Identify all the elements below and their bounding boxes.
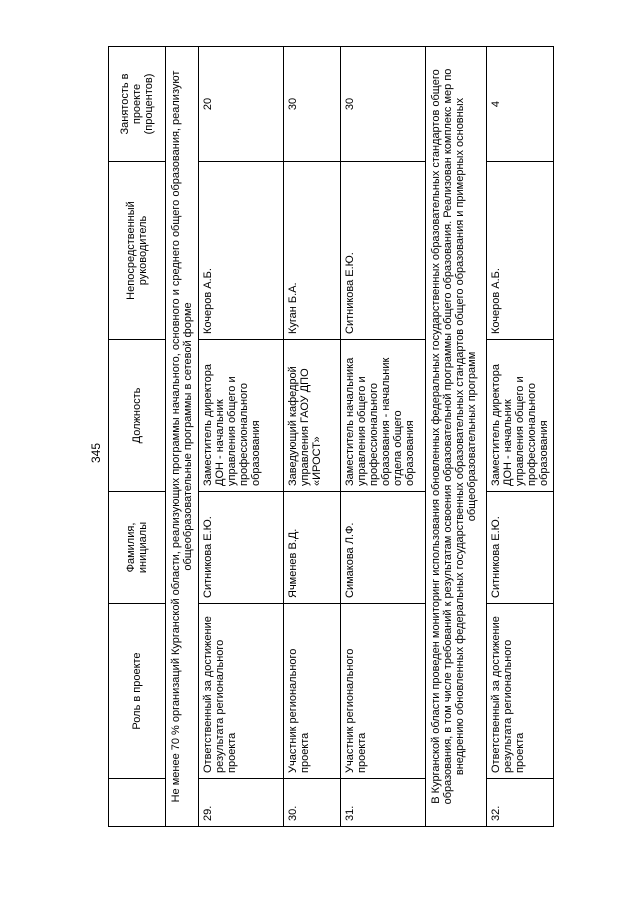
row-supervisor: Кочеров А.Б. xyxy=(487,162,554,340)
row-number: 30. xyxy=(284,779,341,827)
row-name: Ситникова Е.Ю. xyxy=(487,492,554,604)
row-role: Ответственный за достижение результата регионального проекта xyxy=(487,604,554,779)
header-supervisor: Непосредственный руководитель xyxy=(109,162,166,340)
row-number: 29. xyxy=(199,779,284,827)
table-row xyxy=(284,47,341,827)
row-position: Заведующий кафедрой управления ГАОУ ДПО «ИРОСТ» xyxy=(284,340,341,492)
row-position: Заместитель директора ДОН - начальник управления общего и профессионального образования xyxy=(487,340,554,492)
section-title: В Курганской области проведен мониторинг использования обновленных федеральных государственных образовательных стандартов общего образования, в том числе требований к результатам освоения образовательной программы общего образования. Реализован комплекс мер по внедрению обновленных федеральных государственных образовательных стандартов общего образования и примерных основных общеобразовательных программ xyxy=(426,47,487,827)
row-load: 30 xyxy=(284,47,341,162)
row-role: Участник регионального проекта xyxy=(341,604,426,779)
project-roles-table xyxy=(108,46,554,827)
row-position: Заместитель начальника управления общего и профессионального образования - начальник отдела общего образования xyxy=(341,340,426,492)
row-name: Симакова Л.Ф. xyxy=(341,492,426,604)
header-num xyxy=(109,779,166,827)
row-load: 30 xyxy=(341,47,426,162)
row-number: 31. xyxy=(341,779,426,827)
header-load: Занятость в проекте (процентов) xyxy=(109,47,166,162)
section-row xyxy=(426,47,487,827)
header-name: Фамилия, инициалы xyxy=(109,492,166,604)
header-role: Роль в проекте xyxy=(109,604,166,779)
header-row xyxy=(109,47,166,827)
row-supervisor: Кочеров А.Б. xyxy=(199,162,284,340)
row-load: 20 xyxy=(199,47,284,162)
row-load: 4 xyxy=(487,47,554,162)
row-name: Ситникова Е.Ю. xyxy=(199,492,284,604)
section-row xyxy=(166,47,199,827)
section-title: Не менее 70 % организаций Курганской области, реализующих программы начального, основного и среднего общего образования, реализуют общеобразовательные программы в сетевой форме xyxy=(166,47,199,827)
row-position: Заместитель директора ДОН - начальник управления общего и профессионального образования xyxy=(199,340,284,492)
row-number: 32. xyxy=(487,779,554,827)
page-number: 345 xyxy=(89,442,103,464)
row-name: Ячменев В.Д. xyxy=(284,492,341,604)
header-position: Должность xyxy=(109,340,166,492)
row-supervisor: Куган Б.А. xyxy=(284,162,341,340)
rotated-table-container xyxy=(108,47,616,827)
table-row xyxy=(341,47,426,827)
row-supervisor: Ситникова Е.Ю. xyxy=(341,162,426,340)
table-row xyxy=(199,47,284,827)
row-role: Участник регионального проекта xyxy=(284,604,341,779)
table-row xyxy=(487,47,554,827)
row-role: Ответственный за достижение результата регионального проекта xyxy=(199,604,284,779)
